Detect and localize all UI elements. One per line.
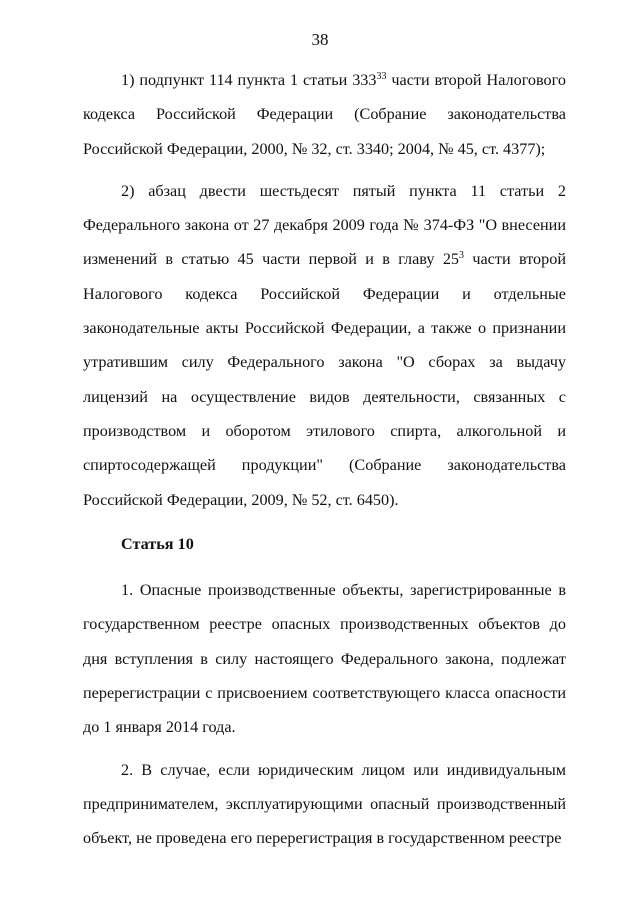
superscript-chapter-number: 3	[459, 250, 465, 262]
page-number: 38	[311, 30, 329, 49]
paragraph-item-1	[83, 63, 566, 166]
paragraph-spacer	[83, 517, 566, 525]
paragraph-article-10-clause-2: 2. В случае, если юридическим лицом или индивидуальным предпринимателем, эксплуатирующими опасный производственный объект, не проведена его перерегистрация в государственном реестре	[83, 760, 566, 848]
paragraph-spacer	[83, 745, 566, 753]
paragraph-item-1-text-continued: части второй Налогового кодекса Российской Федерации (Собрание законодательства Российской Федерации, 2000, № 32, ст. 3340; 2004, № 45, ст. 4377);	[83, 71, 566, 158]
paragraph-article-10-clause-1: 1. Опасные производственные объекты, зарегистрированные в государственном реестре опасных производственных объектов до дня вступления в силу настоящего Федерального закона, подлежат перерегистрации с присвоением соответствующего класса опасности до 1 января 2014 года.	[83, 581, 566, 737]
superscript-article-number: 33	[376, 71, 387, 82]
paragraph-item-2	[83, 174, 566, 517]
document-body	[83, 63, 566, 856]
article-heading: Статья 10	[121, 534, 194, 553]
paragraph-spacer	[83, 166, 566, 174]
paragraph-spacer	[83, 565, 566, 573]
paragraph-item-1-text: 1) подпункт 114 пункта 1 статьи 333	[121, 71, 377, 89]
paragraph-item-2-text-continued: части второй Налогового кодекса Российской Федерации и отдельные законодательные акты Российской Федерации, а также о признании утратившим силу Федерального закона "О сборах за выдачу лицензий на осуществление видов деятельности, связанных с производством и оборотом этилового спирта, алкогольной и спиртосодержащей продукции" (Собрание законодательства Российской Федерации, 2009, № 52, ст. 6450).	[83, 250, 566, 509]
paragraph-item-2-text: 2) абзац двести шестьдесят пятый пункта 11 статьи 2 Федерального закона от 27 декабря 2009 года № 374-ФЗ "О внесении изменений в статью 45 части первой и в главу 25	[83, 181, 566, 269]
